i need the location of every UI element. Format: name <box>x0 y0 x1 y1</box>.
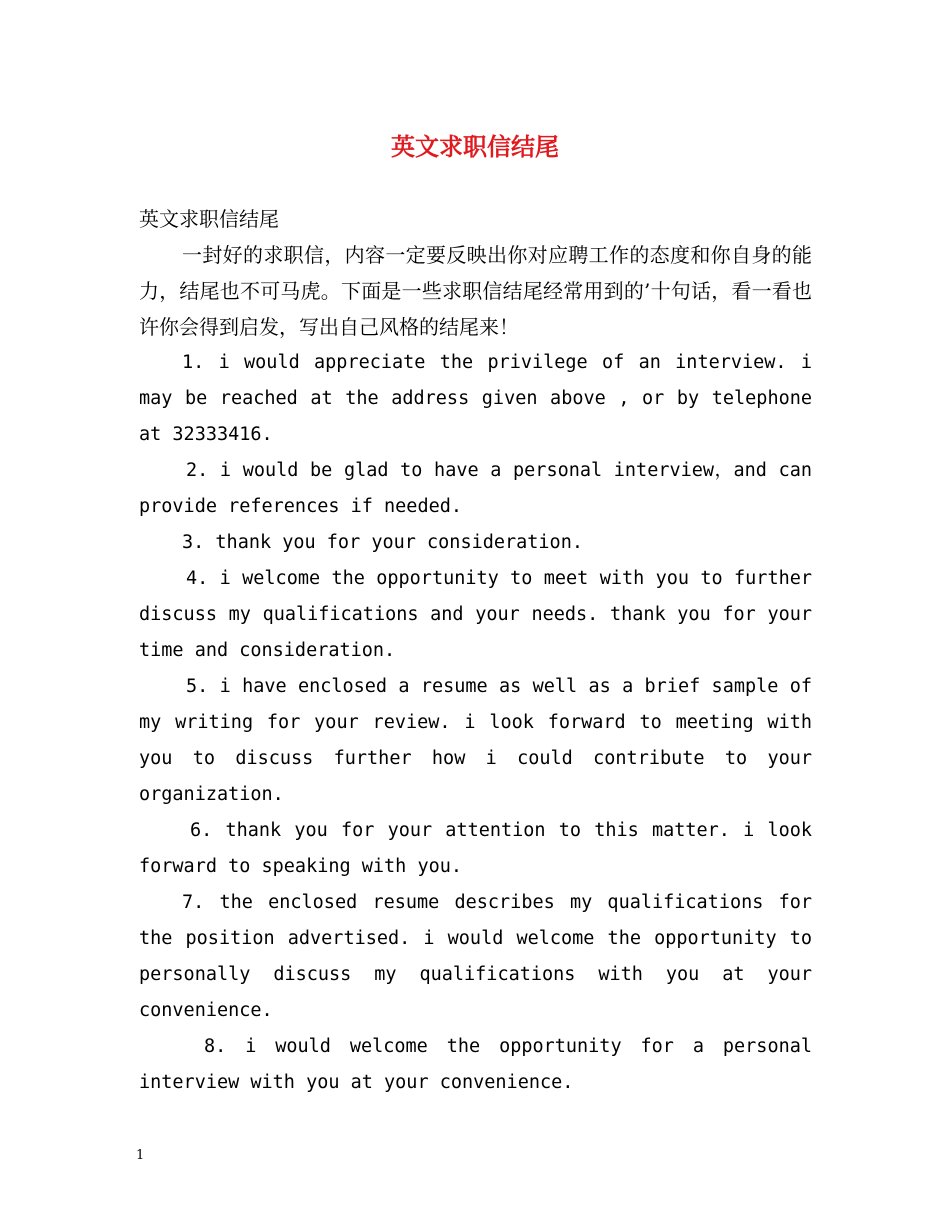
heading: 英文求职信结尾 <box>139 207 279 231</box>
intro-paragraph: 一封好的求职信，内容一定要反映出你对应聘工作的态度和你自身的能力，结尾也不可马虎。下面是一些求职信结尾经常用到的’十句话，看一看也许你会得到启发，写出自己风格的结尾来！ <box>139 243 812 339</box>
document-title: 英文求职信结尾 <box>391 132 559 161</box>
list-item-3: 3. thank you for your consideration. <box>182 532 583 553</box>
list-item-4: 4. i welcome the opportunity to meet with you to further discuss my qualifications and your needs. thank you for your time and consideration. <box>139 568 812 661</box>
document-body <box>139 201 812 1101</box>
list-item-6: 6. thank you for your attention to this matter. i look forward to speaking with you. <box>139 820 812 877</box>
list-item-7: 7. the enclosed resume describes my qualifications for the position advertised. i would welcome the opportunity to personally discuss my qualifications with you at your convenience. <box>139 892 812 1021</box>
list-item-8: 8. i would welcome the opportunity for a personal interview with you at your convenience. <box>139 1036 812 1093</box>
list-item-1: 1. i would appreciate the privilege of an interview. i may be reached at the address given above , or by telephone at 32333416. <box>139 352 812 445</box>
list-item-2: 2. i would be glad to have a personal interview，and can provide references if needed. <box>139 460 812 517</box>
page-number: 1 <box>136 1148 145 1163</box>
list-item-5: 5. i have enclosed a resume as well as a brief sample of my writing for your review. i look forward to meeting with you to discuss further how i could contribute to your organization. <box>139 676 812 805</box>
